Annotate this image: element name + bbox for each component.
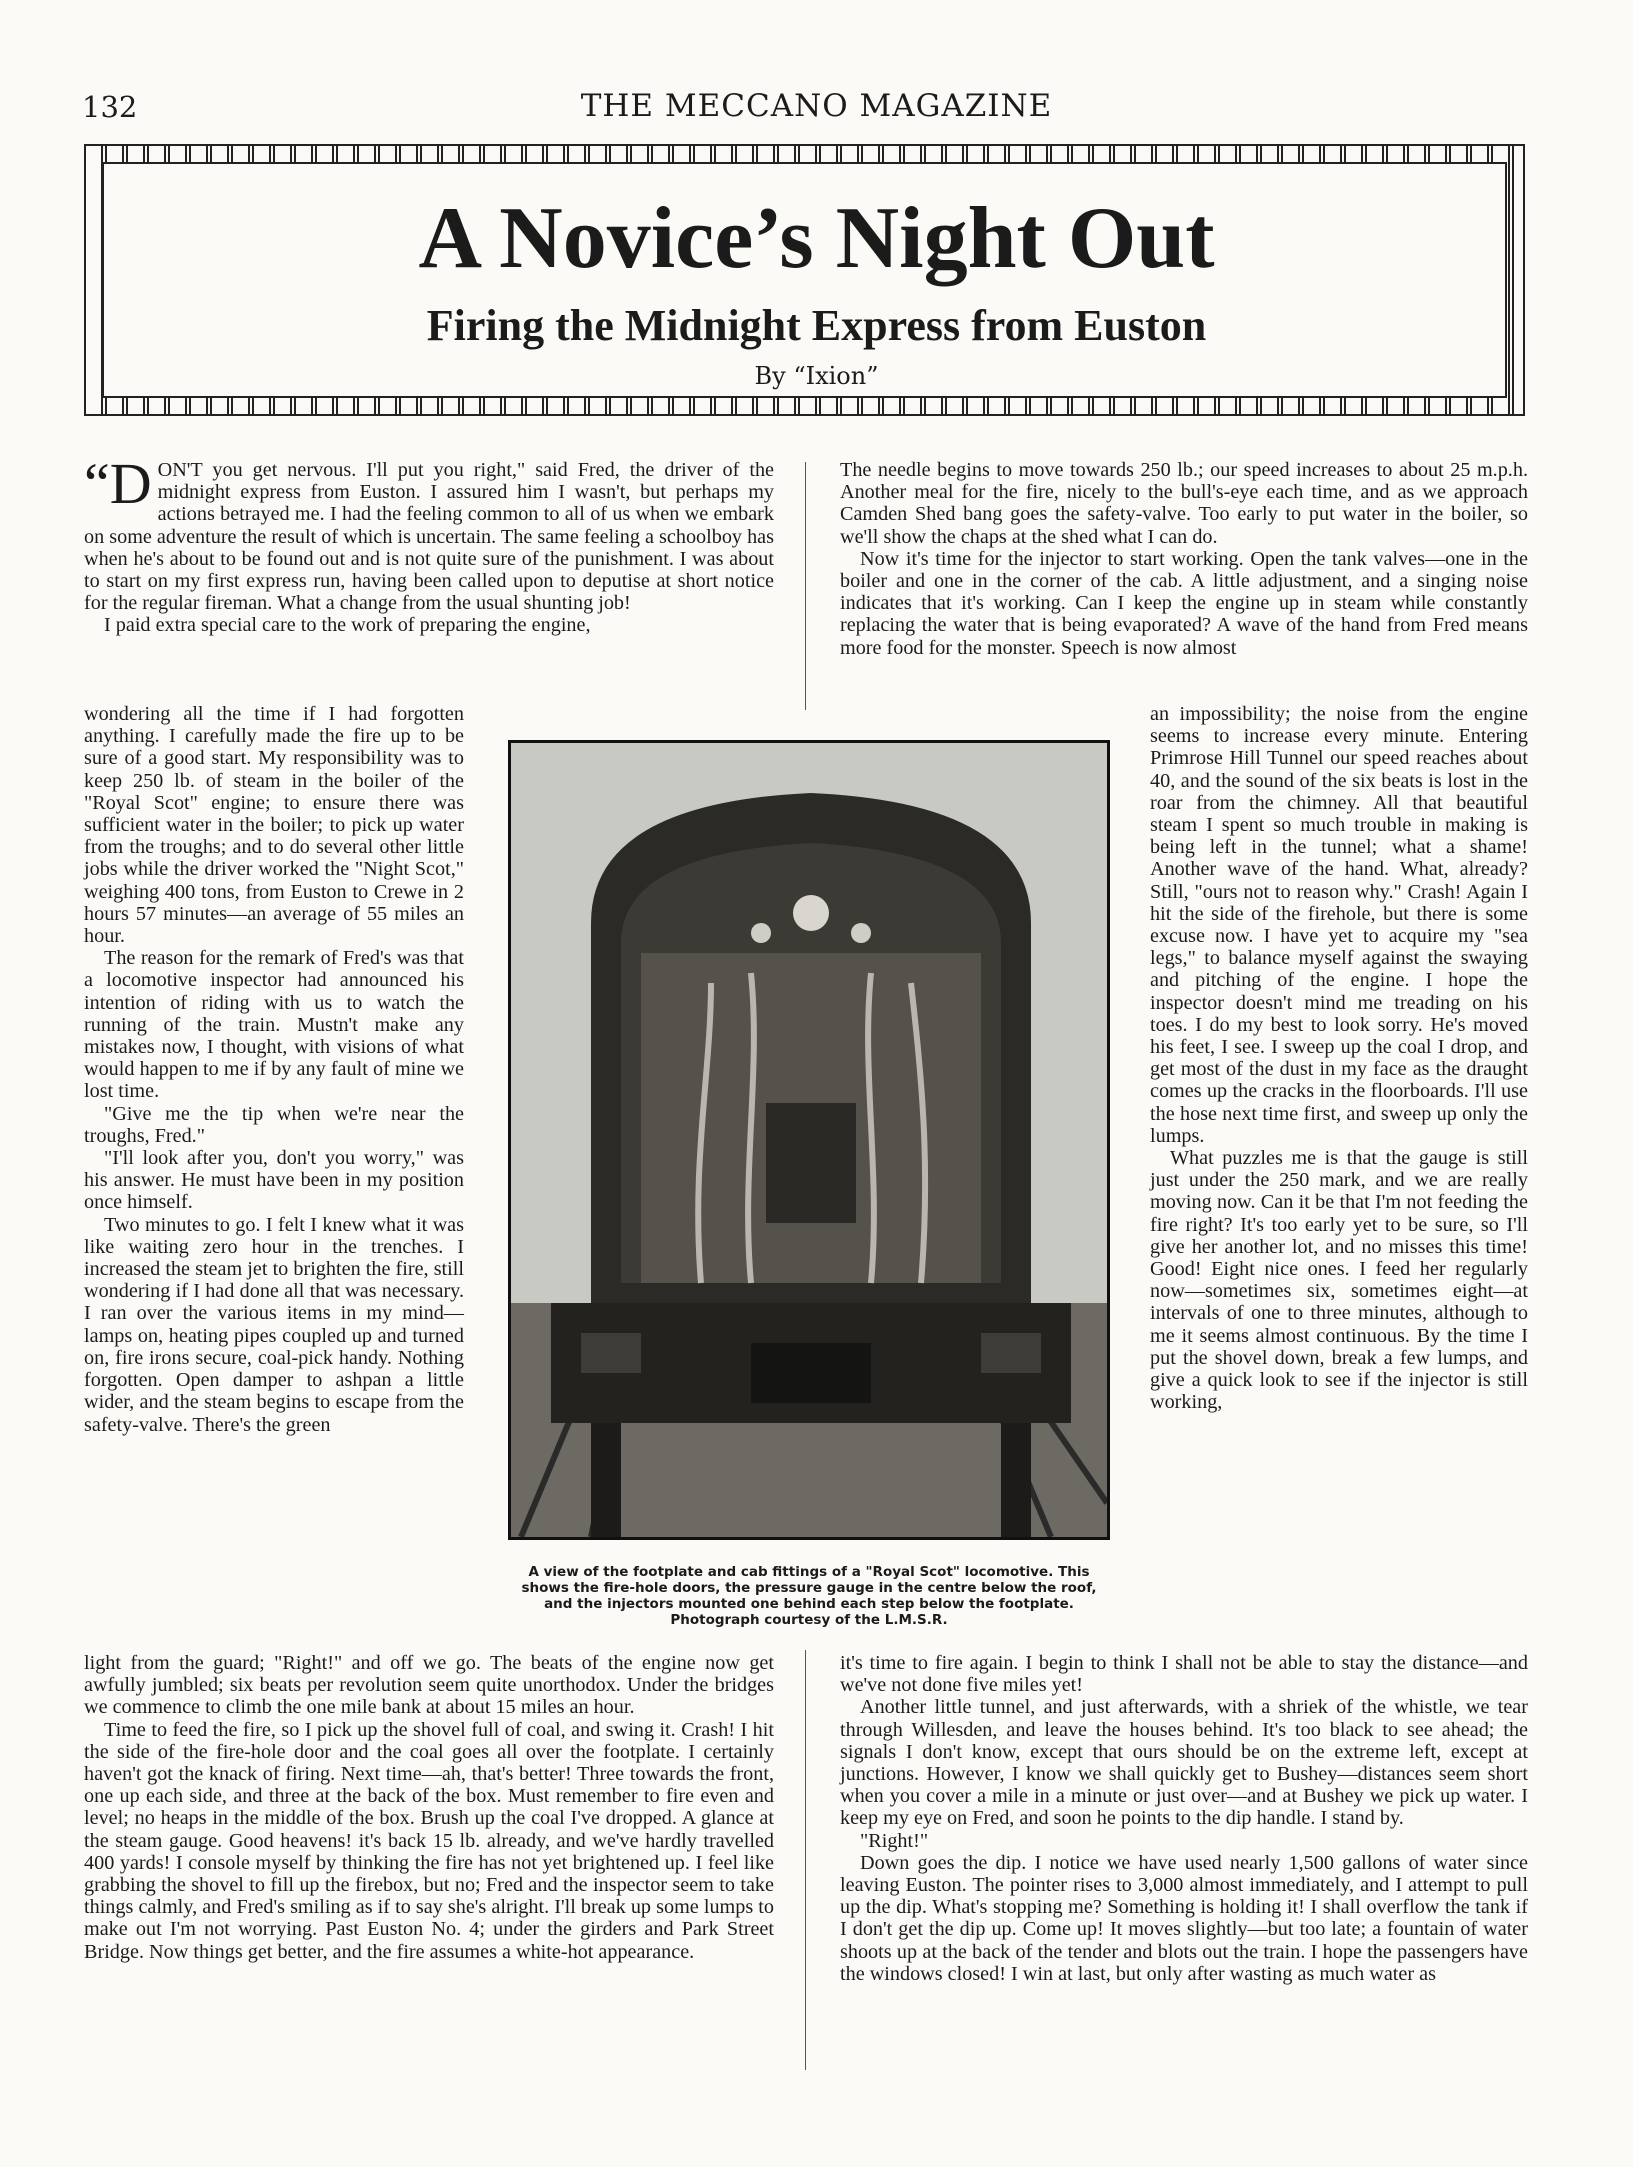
column-divider [805, 1650, 806, 2070]
column-right-narrow [1150, 703, 1528, 1414]
locomotive-illustration [511, 743, 1107, 1537]
photo-credit: Photograph courtesy of the L.M.S.R. [670, 1612, 948, 1628]
column-left-narrow [84, 703, 464, 1436]
magazine-header: THE MECCANO MAGAZINE [580, 88, 1053, 124]
paragraph: I paid extra special care to the work of preparing the engine, [104, 614, 591, 637]
column-top-left [84, 451, 774, 637]
article-subtitle: Firing the Midnight Express from Euston [426, 301, 1207, 350]
locomotive-footplate-photo [508, 740, 1110, 1540]
paragraph: "Give me the tip when we're near the troughs, Fred." [84, 1102, 464, 1147]
paragraph: an impossibility; the noise from the engine seems to increase every minute. Entering Primrose Hill Tunnel our speed reaches about 40, and the sound of the six beats is lost in the roar from the chimney. All that beautiful steam I spent so much trouble in making is being left in the tunnel; what a shame! Another wave of the hand. What, already? Still, "ours not to reason why." Crash! Again I hit the side of the firehole, but there is some excuse now. I have yet to acquire my "sea legs," to balance myself against the swaying and pitching of the engine. I hope the inspector doesn't mind me treading on his toes. I do my best to look sorry. He's moved his feet, I see. I sweep up the coal I drop, and get most of the dust in my face as the draught comes up the cracks in the floorboards. I'll use the hose next time first, and sweep up only the lumps. [1150, 703, 1528, 1147]
paragraph: Now it's time for the injector to start working. Open the tank valves—one in the boiler and one in the corner of the cab. A little adjustment, and a singing noise indicates that it's working. Can I keep the engine up in steam while constantly replacing the water that is being evaporated? A wave of the hand from Fred means more food for the monster. Speech is now almost [840, 547, 1528, 659]
caption-text: A view of the footplate and cab fittings of a "Royal Scot" locomotive. This shows the fire-hole doors, the pressure gauge in the centre below the roof, and the injectors mounted one behind each step below the footplate. [521, 1564, 1097, 1612]
paragraph: Another little tunnel, and just afterwards, with a shriek of the whistle, we tear through Willesden, and leave the houses behind. It's too black to see ahead; the signals I don't know, except that ours should be on the extreme left, except at junctions. However, I know we shall quickly get to Bushey—distances seem short when you cover a mile in a minute or just over—and at Bushey we pick up water. I keep my eye on Fred, and soon he points to the dip handle. I stand by. [840, 1696, 1528, 1830]
paragraph: light from the guard; "Right!" and off we go. The beats of the engine now get awfully jumbled; six beats per revolution seem quite unorthodox. Under the bridges we commence to climb the one mile bank at about 15 miles an hour. [84, 1652, 774, 1719]
paragraph: "Right!" [860, 1829, 929, 1852]
column-bottom-left [84, 1652, 774, 1963]
paragraph: wondering all the time if I had forgotten anything. I carefully made the fire up to be sure of a good start. My responsibility was to keep 250 lb. of steam in the boiler of the "Royal Scot" engine; to ensure there was sufficient water in the boiler; to pick up water from the troughs; and to do several other little jobs while the driver worked the "Night Scot," weighing 400 tons, from Euston to Crewe in 2 hours 57 minutes—an average of 55 miles an hour. [84, 703, 464, 948]
drop-cap: “D [84, 451, 152, 516]
paragraph: The needle begins to move towards 250 lb.; our speed increases to about 25 m.p.h. Another meal for the fire, nicely to the bull's-eye each time, and as we approach Camden Shed bang goes the safety-valve. Too early to put water in the boiler, so we'll show the chaps at the shed what I can do. [840, 459, 1528, 548]
article-byline: By “Ixion” [754, 362, 879, 390]
paragraph: Two minutes to go. I felt I knew what it was like waiting zero hour in the trenches. I increased the steam jet to brighten the fire, still wondering if I had done all that was necessary. I ran over the various items in my mind—lamps on, heating pipes coupled up and turned on, fire irons secure, coal-pick handy. Nothing forgotten. Open damper to ashpan a little wider, and the steam begins to escape from the safety-valve. There's the green [84, 1213, 464, 1436]
photo-caption [508, 1564, 1110, 1628]
column-top-right [840, 459, 1528, 659]
paragraph: Time to feed the fire, so I pick up the shovel full of coal, and swing it. Crash! I hit the side of the fire-hole door and the coal goes all over the footplate. I certainly haven't got the knack of firing. Next time—ah, that's better! Three towards the front, one up each side, and three at the back of the box. Must remember to fire even and level; no heaps in the middle of the box. Brush up the coal I've dropped. A glance at the steam gauge. Good heavens! it's back 15 lb. already, and we've hardly travelled 400 yards! I console myself by thinking the fire has not yet brightened up. I feel like grabbing the shovel to fill up the firebox, but no; Fred and the inspector seem to take things calmly, and Fred's smiling as if to say she's alright. I'll break up some lumps to make out I'm not worrying. Past Euston No. 4; under the girders and Park Street Bridge. Now things get better, and the fire assumes a white-hot appearance. [84, 1718, 774, 1963]
page-number: 132 [82, 90, 138, 124]
paragraph: ON'T you get nervous. I'll put you right," said Fred, the driver of the midnight express from Euston. I assured him I wasn't, but perhaps my actions betrayed me. I had the feeling common to all of us when we embark on some adventure the result of which is uncertain. The same feeling a schoolboy has when he's about to be found out and is not quite sure of the punishment. I was about to start on my first express run, having been called upon to deputise at short notice for the regular fireman. What a change from the usual shunting job! [84, 459, 774, 615]
article-title: A Novice’s Night Out [418, 190, 1215, 287]
paragraph: Down goes the dip. I notice we have used nearly 1,500 gallons of water since leaving Euston. The pointer rises to 3,000 almost immediately, and I attempt to pull up the dip. What's stopping me? Something is holding it! I shall overflow the tank if I don't get the dip up. Come up! It moves slightly—but too late; a fountain of water shoots up at the back of the tender and blots out the train. I hope the passengers have the windows closed! I win at last, but only after wasting as much water as [840, 1851, 1528, 1985]
paragraph: What puzzles me is that the gauge is still just under the 250 mark, and we are really moving now. Can it be that I'm not feeding the fire right? It's too early yet to be sure, so I'll give her another lot, and no misses this time! Good! Eight nice ones. I feed her regularly now—sometimes six, sometimes eight—at intervals of one to three minutes, although to me it seems almost continuous. By the time I put the shovel down, break a few lumps, and give a quick look to see if the injector is still working, [1150, 1147, 1528, 1414]
column-divider [805, 462, 806, 710]
column-bottom-right [840, 1652, 1528, 1985]
paragraph: "I'll look after you, don't you worry," was his answer. He must have been in my position once himself. [84, 1147, 464, 1214]
paragraph: it's time to fire again. I begin to think I shall not be able to stay the distance—and we've not done five miles yet! [840, 1652, 1528, 1697]
paragraph: The reason for the remark of Fred's was that a locomotive inspector had announced his intention of riding with us to watch the running of the train. Mustn't make any mistakes now, I thought, with visions of what would happen to me if by any fault of mine we lost time. [84, 947, 464, 1103]
